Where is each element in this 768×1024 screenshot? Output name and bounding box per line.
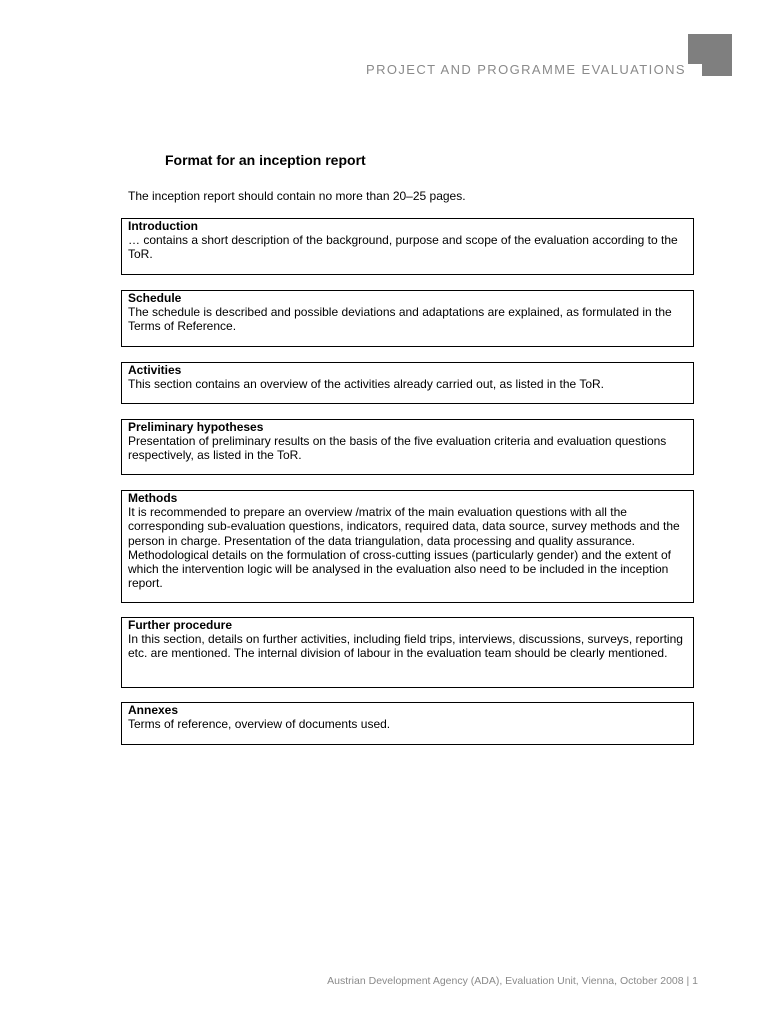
section-title: Activities (128, 363, 182, 377)
intro-text: The inception report should contain no more than 20–25 pages. (128, 189, 466, 203)
section-further-procedure (121, 617, 694, 688)
header-corner-notch (688, 64, 702, 76)
section-activities (121, 362, 694, 404)
section-body: Terms of reference, overview of documents used. (128, 717, 391, 732)
section-body: It is recommended to prepare an overview /matrix of the main evaluation questions with all the corresponding sub-evaluation questions, indicators, required data, data source, survey methods and the person in charge. Presentation of the data triangulation, data processing and quality assurance. Methodological details on the formulation of cross-cutting issues (particularly gender) and the extent of which the intervention logic will be analysed in the evaluation also need to be included in the inception report. (128, 505, 680, 591)
section-title: Preliminary hypotheses (128, 420, 264, 434)
section-schedule (121, 290, 694, 347)
section-body: In this section, details on further activities, including field trips, interviews, discussions, surveys, reporting etc. are mentioned. The internal division of labour in the evaluation team should be clearly mentioned. (128, 632, 683, 661)
section-preliminary-hypotheses (121, 419, 694, 475)
section-body: Presentation of preliminary results on the basis of the five evaluation criteria and evaluation questions respectively, as listed in the ToR. (128, 434, 667, 463)
page-footer: Austrian Development Agency (ADA), Evaluation Unit, Vienna, October 2008 | 1 (327, 975, 698, 987)
running-header: PROJECT AND PROGRAMME EVALUATIONS (366, 62, 686, 77)
section-title: Annexes (128, 703, 179, 717)
page-title: Format for an inception report (165, 152, 366, 168)
section-title: Methods (128, 491, 178, 505)
section-title: Schedule (128, 291, 182, 305)
section-methods (121, 490, 694, 603)
section-annexes (121, 702, 694, 745)
section-introduction (121, 218, 694, 275)
section-body: This section contains an overview of the activities already carried out, as listed in the ToR. (128, 377, 605, 392)
section-title: Further procedure (128, 618, 233, 632)
section-body: … contains a short description of the background, purpose and scope of the evaluation according to the ToR. (128, 233, 678, 262)
section-body: The schedule is described and possible deviations and adaptations are explained, as formulated in the Terms of Reference. (128, 305, 672, 334)
section-title: Introduction (128, 219, 198, 233)
